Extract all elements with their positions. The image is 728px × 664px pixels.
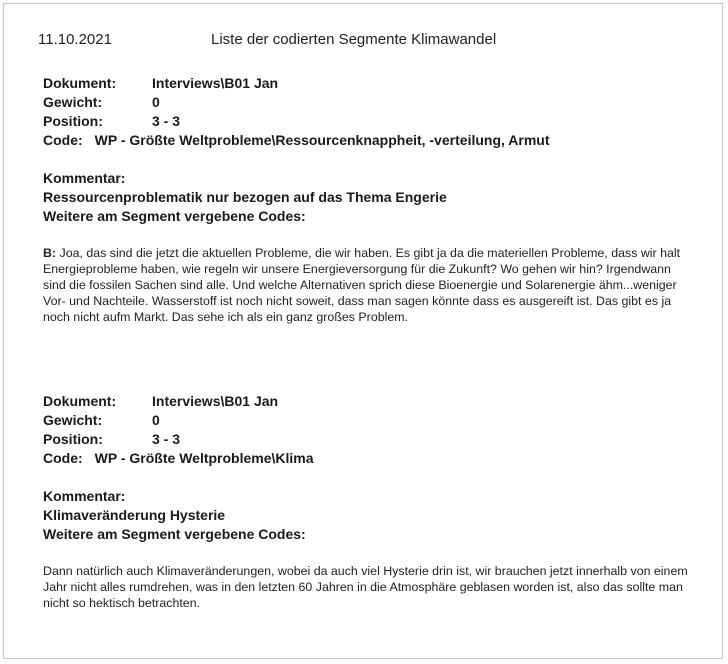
segment-text: [43, 245, 691, 325]
code-value: WP - Größte Weltprobleme\Ressourcenknappheit, -verteilung, Armut: [94, 132, 550, 148]
weight-label: Gewicht:: [43, 412, 103, 428]
position-label: Position:: [43, 431, 103, 447]
segment-text-body: Dann natürlich auch Klimaveränderungen, wobei da auch viel Hysterie drin ist, wir brauchen jetzt innerhalb von einem Jahr nicht alles rumdrehen, was in den letzten 60 Jahren in die Atmosphäre geblasen worden ist, also das sollte man nicht so hektisch betrachten.: [43, 564, 688, 610]
header-title: Liste der codierten Segmente Klimawandel: [211, 31, 497, 48]
other-codes-label: Weitere am Segment vergebene Codes:: [43, 526, 306, 542]
position-value: 3 - 3: [152, 431, 181, 447]
code-label: Code:: [43, 132, 83, 148]
document-label: Dokument:: [43, 393, 117, 409]
position-value: 3 - 3: [152, 113, 181, 129]
position-label: Position:: [43, 113, 103, 129]
weight-label: Gewicht:: [43, 94, 103, 110]
document-label: Dokument:: [43, 75, 117, 91]
comment-label: Kommentar:: [43, 170, 126, 186]
header-date: 11.10.2021: [38, 31, 112, 48]
weight-value: 0: [152, 412, 160, 428]
comment-label: Kommentar:: [43, 488, 126, 504]
segment-1: [43, 74, 693, 325]
code-label: Code:: [43, 450, 83, 466]
segment-2: [43, 392, 693, 611]
weight-row: [43, 411, 693, 430]
weight-row: [43, 93, 693, 112]
other-codes-label: Weitere am Segment vergebene Codes:: [43, 208, 306, 224]
document-row: [43, 74, 693, 93]
speaker-label: B:: [43, 246, 57, 260]
document-value: Interviews\B01 Jan: [152, 75, 279, 91]
comment-text: Klimaveränderung Hysterie: [43, 507, 226, 523]
code-row: [43, 131, 693, 150]
weight-value: 0: [152, 94, 160, 110]
comment-text: Ressourcenproblematik nur bezogen auf das Thema Engerie: [43, 189, 447, 205]
document-row: [43, 392, 693, 411]
position-row: [43, 430, 693, 449]
segment-text-body: Joa, das sind die jetzt die aktuellen Probleme, die wir haben. Es gibt ja da die materiellen Probleme, dass wir halt Energieprobleme haben, wie regeln wir unsere Energieversorgung für die Zukunft? Wo gehen wir hin? Irgendwann sind die fossilen Sachen sind alle. Und welche Alternativen sprich diese Bioenergie und Solarenergie ähm...weniger Vor- und Nachteile. Wasserstoff ist noch nicht soweit, dass man sagen könnte dass es ausgereift ist. Das gibt es ja noch nicht aufm Markt. Das sehe ich als ein ganz großes Problem.: [43, 246, 681, 324]
document-value: Interviews\B01 Jan: [152, 393, 279, 409]
code-value: WP - Größte Weltprobleme\Klima: [94, 450, 314, 466]
segment-text: [43, 563, 691, 611]
position-row: [43, 112, 693, 131]
code-row: [43, 449, 693, 468]
